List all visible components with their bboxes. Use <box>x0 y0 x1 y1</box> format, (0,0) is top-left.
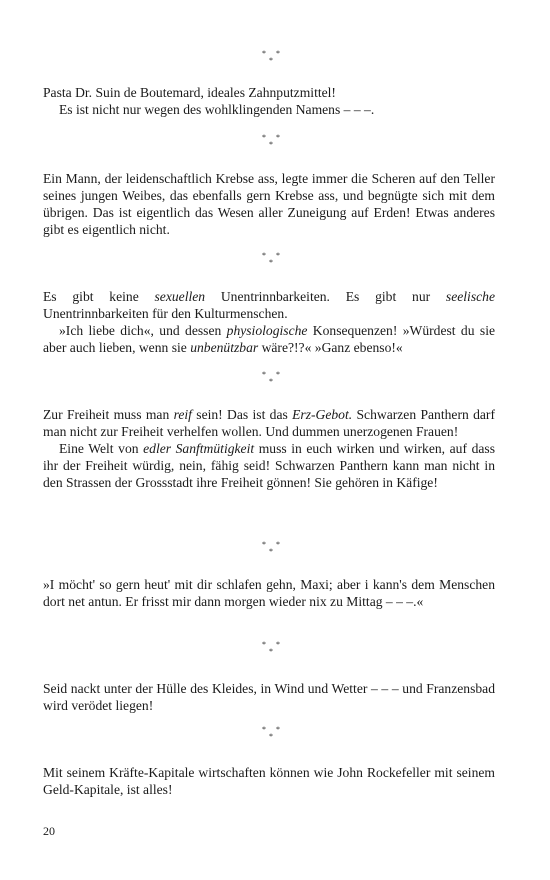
asterism-star: * <box>276 251 280 260</box>
emphasis-text: Erz-Gebot. <box>292 407 353 422</box>
paragraph <box>43 764 495 798</box>
emphasis-text: sexuellen <box>154 289 206 304</box>
asterism-star: * <box>276 370 280 379</box>
text-run: Zur Freiheit muss man <box>43 407 174 422</box>
text-section <box>43 84 495 118</box>
text-run: muss in euch wirken und wirken, auf dass ihr der Freiheit würdig, nein, fähig seid! Schwarzen Panthern kann man nicht in den Strassen der Grossstadt ihre Freiheit gönnen! Sie gehören in Käfige! <box>43 441 495 490</box>
paragraph <box>43 440 495 491</box>
paragraph <box>43 322 495 356</box>
asterism-star: * <box>262 640 266 649</box>
emphasis-text: edler Sanftmütigkeit <box>143 441 255 456</box>
text-run: »Ich liebe dich«, und dessen <box>59 323 227 338</box>
asterism-divider <box>262 726 282 740</box>
text-section <box>43 764 495 798</box>
asterism-star: * <box>262 251 266 260</box>
asterism-star: * <box>262 725 266 734</box>
text-section <box>43 406 495 491</box>
asterism-star: * <box>269 377 273 386</box>
emphasis-text: seelische <box>445 289 495 304</box>
paragraph <box>43 680 495 714</box>
emphasis-text: unbenützbar <box>190 340 259 355</box>
emphasis-text: reif <box>173 407 192 422</box>
asterism-star: * <box>262 133 266 142</box>
asterism-star: * <box>269 56 273 65</box>
asterism-star: * <box>269 647 273 656</box>
paragraph <box>43 288 495 322</box>
text-run: Schwarzen Panthern darf man nicht zur Freiheit verhelfen wollen. Und dummen unerzogenen Frauen! <box>43 407 495 439</box>
paragraph <box>43 170 495 238</box>
asterism-star: * <box>262 540 266 549</box>
paragraph <box>43 101 495 118</box>
page-number: 20 <box>43 824 55 838</box>
text-run: Es gibt keine <box>43 289 155 304</box>
text-run: Mit seinem Kräfte-Kapitale wirtschaften können wie John Rockefeller mit seinem Geld-Kapitale, ist alles! <box>43 765 495 797</box>
text-run: Es ist nicht nur wegen des wohlklingenden Namens – – –. <box>59 102 375 117</box>
asterism-star: * <box>276 540 280 549</box>
asterism-star: * <box>269 140 273 149</box>
asterism-divider <box>262 134 282 148</box>
asterism-star: * <box>269 258 273 267</box>
paragraph <box>43 406 495 440</box>
text-run: Ein Mann, der leidenschaftlich Krebse ass, legte immer die Scheren auf den Teller seines jungen Weibes, das ebenfalls gern Krebse ass, und begnügte sich mit dem übrigen. Das ist eigentlich das Wesen aller Zuneigung auf Erden! Etwas anderes gibt es eigentlich nicht. <box>43 171 495 237</box>
text-run: »I möcht' so gern heut' mit dir schlafen gehn, Maxi; aber i kann's dem Menschen dort net antun. Er frisst mir dann morgen wieder nix zu Mittag – – –.« <box>43 577 495 609</box>
asterism-divider <box>262 641 282 655</box>
asterism-divider <box>262 50 282 64</box>
text-section <box>43 288 495 356</box>
asterism-star: * <box>262 49 266 58</box>
asterism-star: * <box>276 640 280 649</box>
asterism-divider <box>262 371 282 385</box>
text-run: sein! Das ist das <box>191 407 293 422</box>
paragraph <box>43 576 495 610</box>
text-section <box>43 170 495 238</box>
asterism-star: * <box>276 133 280 142</box>
asterism-star: * <box>276 725 280 734</box>
text-section <box>43 576 495 610</box>
text-run: Seid nackt unter der Hülle des Kleides, in Wind und Wetter – – – und Franzensbad wird verödet liegen! <box>43 681 495 713</box>
text-section <box>43 680 495 714</box>
asterism-star: * <box>269 732 273 741</box>
text-run: Konsequenzen! »Würdest du sie aber auch lieben, wenn sie <box>43 323 495 355</box>
text-run: Unentrinnbarkeiten. Es gibt nur <box>205 289 446 304</box>
asterism-star: * <box>276 49 280 58</box>
asterism-divider <box>262 252 282 266</box>
text-run: Pasta Dr. Suin de Boutemard, ideales Zahnputzmittel! <box>43 85 336 100</box>
emphasis-text: physiologische <box>226 323 308 338</box>
asterism-divider <box>262 541 282 555</box>
text-run: wäre?!?« »Ganz ebenso!« <box>258 340 403 355</box>
asterism-star: * <box>269 547 273 556</box>
text-run: Eine Welt von <box>59 441 144 456</box>
paragraph <box>43 84 495 101</box>
asterism-star: * <box>262 370 266 379</box>
text-run: Unentrinnbarkeiten für den Kulturmenschen. <box>43 306 288 321</box>
